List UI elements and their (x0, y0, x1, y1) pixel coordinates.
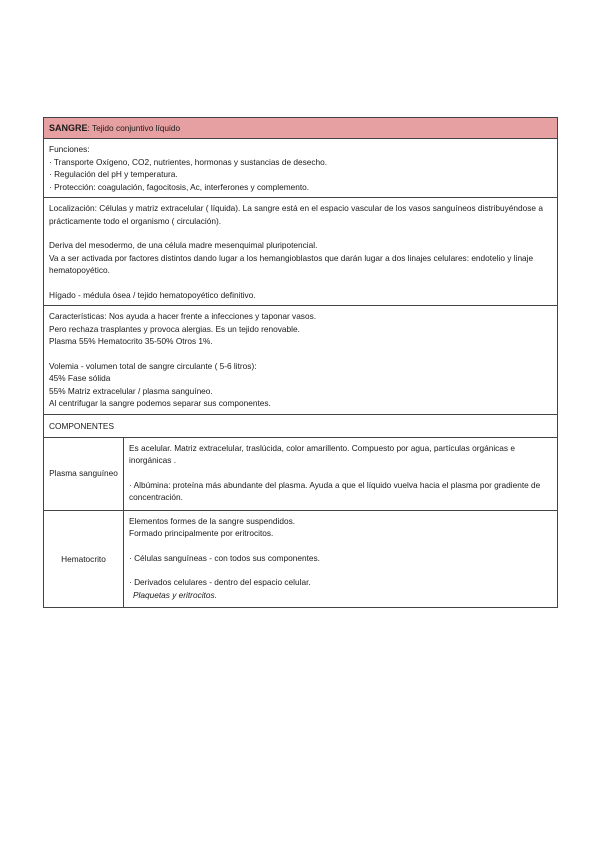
localizacion-paragraph: Va a ser activada por factores distintos dando lugar a los hemangioblastos que darán lugar a dos linajes celulares: endotelio y linaje hematopoyético. (49, 252, 534, 275)
component-line: Elementos formes de la sangre suspendidos. (129, 515, 296, 526)
component-label: Hematocrito (44, 511, 124, 608)
component-italic-line: Plaquetas y eritrocitos. (133, 589, 217, 600)
caracteristicas-line: Pero rechaza trasplantes y provoca alergias. Es un tejido renovable. (49, 323, 300, 334)
component-plasma (44, 437, 557, 510)
caracteristicas-section (44, 305, 557, 414)
caracteristicas-line: Características: Nos ayuda a hacer frente a infecciones y taponar vasos. (49, 311, 317, 321)
title-subtitle: : Tejido conjuntivo líquido (87, 123, 181, 133)
component-description (124, 438, 557, 510)
component-line: · Células sanguíneas - con todos sus componentes. (129, 552, 320, 563)
funciones-item: · Protección: coagulación, fagocitosis, Ac, interferones y complemento. (49, 181, 310, 192)
component-paragraph: · Albúmina: proteína más abundante del plasma. Ayuda a que el líquido vuelva hacia el plasma por gradiente de concentración. (129, 479, 541, 502)
component-hematocrito (44, 510, 557, 608)
caracteristicas-line: 55% Matriz extracelular / plasma sanguíneo. (49, 385, 213, 396)
funciones-item: · Transporte Oxígeno, CO2, nutrientes, hormonas y sustancias de desecho. (49, 156, 328, 167)
caracteristicas-line: Al centrifugar la sangre podemos separar sus componentes. (49, 398, 271, 408)
caracteristicas-line: 45% Fase sólida (49, 373, 111, 383)
component-description (124, 511, 557, 608)
title-name: SANGRE (49, 123, 88, 133)
document-table (43, 117, 558, 608)
caracteristicas-line: Plasma 55% Hematocrito 35-50% Otros 1%. (49, 336, 213, 346)
funciones-section (44, 138, 557, 197)
component-paragraph: Es acelular. Matriz extracelular, traslúcida, color amarillento. Compuesto por agua, partículas orgánicas e inorgánicas . (129, 442, 515, 465)
component-line: · Derivados celulares - dentro del espacio celular. (129, 577, 311, 587)
funciones-item: · Regulación del pH y temperatura. (49, 169, 178, 179)
funciones-heading: Funciones: (49, 144, 90, 154)
caracteristicas-line: Volemia - volumen total de sangre circulante ( 5-6 litros): (49, 360, 257, 371)
localizacion-paragraph: Deriva del mesodermo, de una célula madre mesenquimal pluripotencial. (49, 240, 318, 250)
localizacion-section (44, 197, 557, 305)
title-row (44, 118, 557, 138)
localizacion-paragraph: Hígado - médula ósea / tejido hematopoyético definitivo. (49, 289, 256, 300)
componentes-heading: COMPONENTES (44, 414, 557, 437)
component-line: Formado principalmente por eritrocitos. (129, 528, 274, 538)
component-label: Plasma sanguíneo (44, 438, 124, 510)
localizacion-paragraph: Localización: Células y matriz extracelular ( líquida). La sangre está en el espacio vascular de los vasos sanguíneos distribuyéndose a prácticamente todo el organismo ( circulación). (49, 203, 543, 226)
